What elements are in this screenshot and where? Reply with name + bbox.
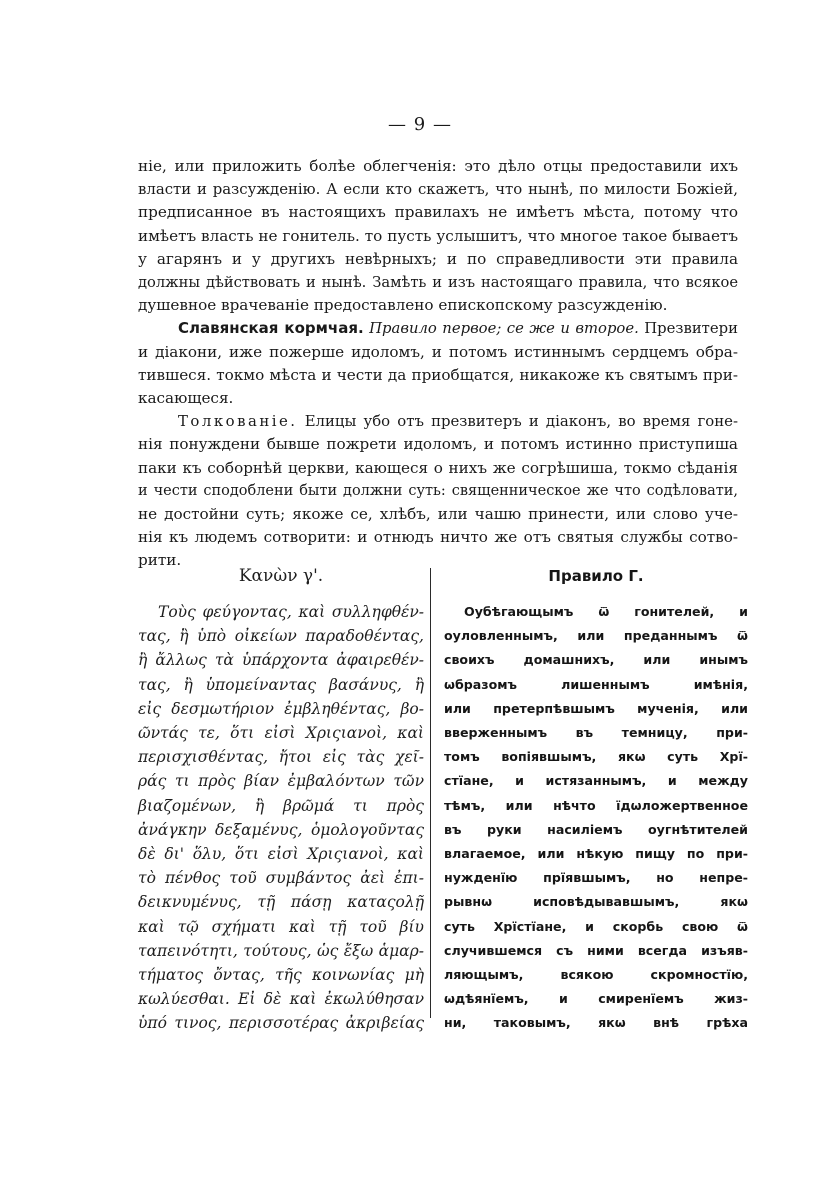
text-line: нія къ людемъ сотворити: и отнюдъ ничто же отъ святыя службы сотво-	[138, 528, 738, 547]
text-line: власти и разсужденію. А если кто скажетъ, что нынѣ, по милости Божіей,	[138, 180, 738, 199]
greek-line: ὑπό τινος, περισσοτέρας ἀκριβείας	[138, 1014, 424, 1033]
text-line: должны дѣйствовать и нынѣ. Замѣть и изъ настоящаго правила, что всякое	[138, 274, 738, 292]
text-line: душевное врачеваніе предоставлено епископскому разсужденію.	[138, 296, 668, 315]
text-line: ніе, или приложить болѣе облегченія: это дѣло отцы предоставили ихъ	[138, 157, 738, 175]
slavonic-line: влагаемое, или нѣкую пищу по при-	[444, 846, 748, 862]
slavonic-line: оуловленнымъ, или преданнымъ ѿ	[444, 628, 748, 644]
parallel-columns	[138, 564, 748, 1044]
slavonic-line: въ руки насиліемъ оугнѣтителей	[444, 821, 748, 837]
section-heading: Славянская кормчая.	[178, 319, 364, 338]
text-line	[138, 410, 738, 433]
text-line: тившеся. токмо мѣста и чести да приобщатся, никакоже къ святымъ при-	[138, 365, 738, 384]
slavonic-line: томъ вопіявшымъ, якѡ суть Хрї-	[444, 749, 748, 765]
text-line: нія понуждени бывше пожрети идоломъ, и потомъ истинно приступиша	[138, 435, 738, 454]
greek-line: δὲ δι' ὅλυ, ὅτι εἰσὶ Χριςιανοὶ, καὶ	[138, 845, 424, 864]
slavonic-line: вверженнымъ въ темницу, при-	[444, 725, 748, 741]
greek-line: ράς τι πρὸς βίαν ἐμβαλόντων τῶν	[138, 772, 424, 791]
text-line: и чести сподоблени быти должни суть: священническое же что содѣловати,	[138, 482, 738, 499]
text-line: и діакони, иже пожерше идоломъ, и потомъ истиннымъ сердцемъ обра-	[138, 342, 738, 361]
slavonic-column-title: Правило Г.	[548, 567, 644, 585]
text-line: рити.	[138, 551, 182, 570]
text-line: у агарянъ и у другихъ невѣрныхъ; и по справедливости эти правила	[138, 249, 738, 268]
slavonic-line: нужденїю прїявшымъ, но непре-	[444, 870, 748, 886]
greek-line: βιαζομένων, ἢ βρῶμά τι πρὸς	[138, 796, 424, 815]
greek-line: τας, ἢ ὑπὸ οἰκείων παραδοθέντας,	[138, 627, 424, 646]
text-fragment: Елицы убо отъ презвитеръ и діаконъ, во время гоне-	[304, 412, 738, 431]
greek-line: τας, ἢ ὑπομείναντας βασάνυς, ἢ	[138, 675, 424, 694]
slavonic-line: рывнѡ исповѣдывавшымъ, якѡ	[444, 894, 748, 910]
text-fragment: Презвитери	[644, 320, 738, 338]
slavonic-line: стїане, и истязаннымъ, и между	[444, 773, 748, 789]
paragraph-interpretation	[138, 410, 738, 572]
paragraph-slavonic-kormchaya	[138, 317, 738, 410]
slavonic-line: ляющымъ, всякою скромностїю,	[444, 967, 748, 983]
greek-line: ἢ ἄλλως τὰ ὑπάρχοντα ἀφαιρεθέν-	[138, 651, 424, 670]
slavonic-line: своихъ домашнихъ, или инымъ	[444, 652, 748, 668]
slavonic-line: суть Хрїстїане, и скорбь свою ѿ	[444, 918, 748, 934]
greek-line: δεικνυμένυς, τῇ πάσῃ καταςολῇ	[138, 893, 424, 912]
text-line: касающеся.	[138, 389, 234, 408]
text-line: паки къ соборнѣй церкви, кающеся о нихъ же согрѣшиша, токмо сѣданія	[138, 458, 738, 477]
greek-line: τήματος ὄντας, τῆς κοινωνίας μὴ	[138, 966, 424, 985]
greek-column	[138, 564, 424, 1036]
slavonic-line: тѣмъ, или нѣчто їдѡложертвенное	[444, 797, 748, 813]
slavonic-line: ѡбразомъ лишеннымъ имѣнія,	[444, 676, 748, 692]
greek-line: ταπεινότητι, τούτους, ὡς ἔξω ἁμαρ-	[138, 941, 424, 960]
greek-line: περισχισθέντας, ἤτοι εἰς τὰς χεῖ-	[138, 748, 424, 767]
page-number: — 9 —	[388, 114, 452, 135]
greek-line: ῶντάς τε, ὅτι εἰσὶ Χριςιανοὶ, καὶ	[138, 724, 424, 743]
greek-column-title: Κανὼν γ'.	[238, 566, 324, 586]
text-line: имѣетъ власть не гонитель. то пусть услышитъ, что многое такое бываетъ	[138, 226, 738, 245]
text-line	[138, 317, 738, 340]
rule-reference: Правило первое; се же и второе.	[369, 320, 639, 338]
body-text	[138, 155, 738, 573]
slavonic-line: Оубѣгающымъ ѿ гонителей, и	[464, 604, 748, 619]
interpretation-label: Толкованіе.	[178, 412, 298, 431]
slavonic-line: случившемся съ ними всегда изъяв-	[444, 942, 748, 958]
greek-line: ἀνάγκην δεξαμένυς, ὁμολογοῦντας	[138, 820, 424, 839]
greek-line: τὸ πένθος τοῦ συμβάντος ἀεὶ ἐπι-	[138, 869, 424, 888]
slavonic-column	[444, 564, 748, 1036]
greek-line: εἰς δεσμωτήριον ἐμβληθέντας, βο-	[138, 699, 424, 718]
text-line: предписанное въ настоящихъ правилахъ не имѣетъ мѣста, потому что	[138, 203, 738, 222]
paragraph-commentary	[138, 155, 738, 317]
greek-line: κωλύεσθαι. Εἰ δὲ καὶ ἐκωλύθησαν	[138, 990, 424, 1009]
slavonic-line: или претерпѣвшымъ мученія, или	[444, 700, 748, 716]
text-line: не достойни суть; якоже се, хлѣбъ, или чашю принести, или слово уче-	[138, 505, 738, 524]
column-divider	[430, 568, 431, 1018]
greek-line: Τοὺς φεύγοντας, καὶ συλληφθέν-	[158, 603, 424, 621]
greek-line: καὶ τῷ σχήματι καὶ τῇ τοῦ βίυ	[138, 917, 424, 936]
slavonic-line: ни, таковымъ, якѡ внѣ грѣха	[444, 1015, 748, 1031]
slavonic-line: ѡдѣянїемъ, и смиренїемъ жиз-	[444, 991, 748, 1007]
